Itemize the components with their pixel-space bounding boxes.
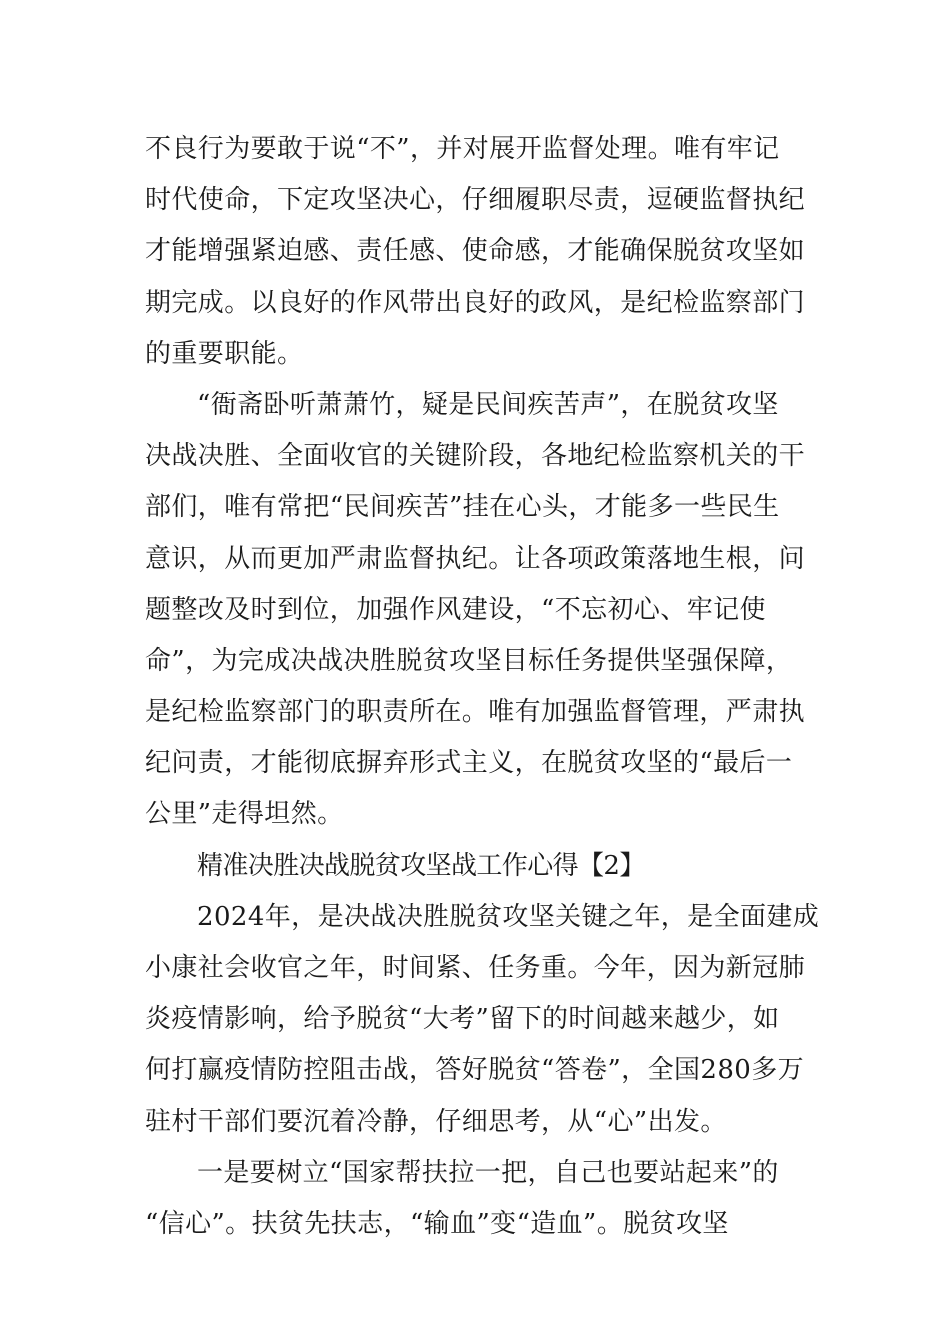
section-heading — [145, 841, 809, 892]
text-line: 是纪检监察部门的职责所在。唯有加强监督管理，严肃执 — [145, 697, 806, 728]
text-line: 部们，唯有常把“民间疾苦”挂在心头，才能多一些民生 — [145, 492, 780, 523]
text-line: 公里”走得坦然。 — [145, 799, 344, 830]
paragraph-1 — [145, 124, 809, 380]
text-line: 时代使命，下定攻坚决心，仔细履职尽责，逗硬监督执纪 — [145, 185, 806, 216]
text-line: 命”，为完成决战决胜脱贫攻坚目标任务提供坚强保障， — [145, 645, 793, 676]
document-body — [145, 124, 820, 1250]
heading-line: 精准决胜决战脱贫攻坚战工作心得【2】 — [197, 850, 645, 881]
paragraph-2 — [145, 380, 809, 841]
text-line: “衙斋卧听萧萧竹，疑是民间疾苦声”，在脱贫攻坚 — [197, 389, 779, 420]
text-line: 炎疫情影响，给予脱贫“大考”留下的时间越来越少，如 — [145, 1004, 780, 1035]
text-line: 决战决胜、全面收官的关键阶段，各地纪检监察机关的干 — [145, 441, 806, 472]
text-line: 一是要树立“国家帮扶拉一把，自己也要站起来”的 — [197, 1157, 779, 1188]
text-line: 纪问责，才能彻底摒弃形式主义，在脱贫攻坚的“最后一 — [145, 748, 793, 779]
text-line: 期完成。以良好的作风带出良好的政风，是纪检监察部门 — [145, 287, 806, 318]
text-line: 2024年，是决战决胜脱贫攻坚关键之年，是全面建成 — [197, 901, 820, 932]
paragraph-3 — [145, 892, 820, 1148]
text-line: 的重要职能。 — [145, 338, 304, 369]
text-line: “信心”。扶贫先扶志，“输血”变“造血”。脱贫攻坚 — [145, 1208, 729, 1239]
text-line: 驻村干部们要沉着冷静，仔细思考，从“心”出发。 — [145, 1106, 727, 1137]
text-line: 题整改及时到位，加强作风建设，“不忘初心、牢记使 — [145, 594, 766, 625]
text-line: 小康社会收官之年，时间紧、任务重。今年，因为新冠肺 — [145, 953, 806, 983]
text-line: 意识，从而更加严肃监督执纪。让各项政策落地生根，问 — [145, 543, 806, 574]
paragraph-4 — [145, 1148, 809, 1250]
text-line: 才能增强紧迫感、责任感、使命感，才能确保脱贫攻坚如 — [145, 236, 806, 267]
text-line: 不良行为要敢于说“不”，并对展开监督处理。唯有牢记 — [145, 134, 780, 164]
text-line: 何打赢疫情防控阻击战，答好脱贫“答卷”，全国280多万 — [145, 1055, 805, 1086]
